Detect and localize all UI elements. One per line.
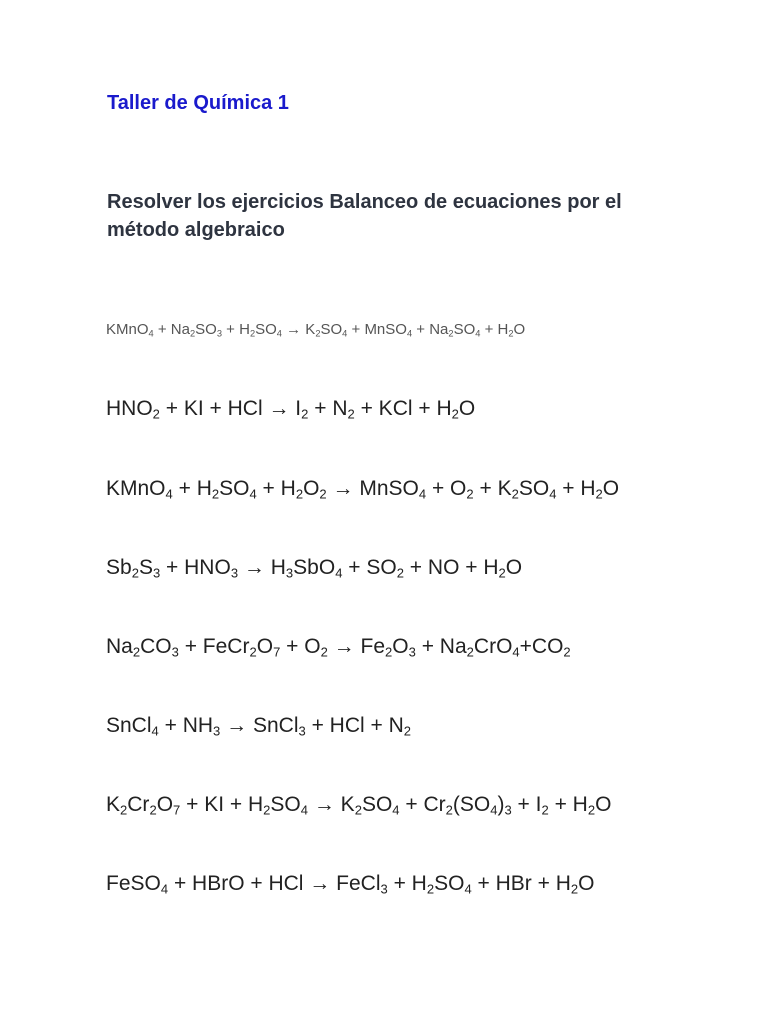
instruction-text: Resolver los ejercicios Balanceo de ecuaciones por el método algebraico bbox=[107, 191, 622, 241]
equation-4: $Sb_2S_3 + HNO_3 \to H_3SbO_4 + SO_2$ + NO + $H_2O$ bbox=[106, 556, 523, 581]
equation-6: SnCl$_4$ + $NH_3$ → SnCl$_3$ + HCl + $N_2$ bbox=[106, 714, 412, 739]
equation-5: $Na_2CO_3$ + $FeCr_2O_7 + O_2 \to Fe_2O_3 + Na_2CrO_4+CO_2$ bbox=[106, 635, 571, 660]
equation-3: KMnO$_4$ + $H_2SO_4 + H_2O_2$ → MnSO$_4$ + $O_2 + K_2SO_4 + H_2O$ bbox=[106, 477, 620, 502]
equation-2: $HNO_2$ + KI + HCl → $I_2 + N_2$ + KCl + $H_2O$ bbox=[106, 397, 476, 422]
document-title: Taller de Química 1 bbox=[107, 92, 289, 114]
equation-8: FeSO$_4$ + HBrO + HCl → FeCl$_3$ + $H_2SO_4$ + HBr + $H_2O$ bbox=[106, 872, 595, 897]
equation-1: KMnO$_4$ + $Na_2SO_3 + H_2SO_4 \to K_2SO_4$ + MnSO$_4$ + $Na_2SO_4 + H_2O$ bbox=[106, 321, 526, 339]
equation-7: $K_2Cr_2O_7$ + KI + $H_2SO_4 \to K_2SO_4 + Cr_2(SO_4)_3 + I_2 + H_2O$ bbox=[106, 793, 612, 818]
